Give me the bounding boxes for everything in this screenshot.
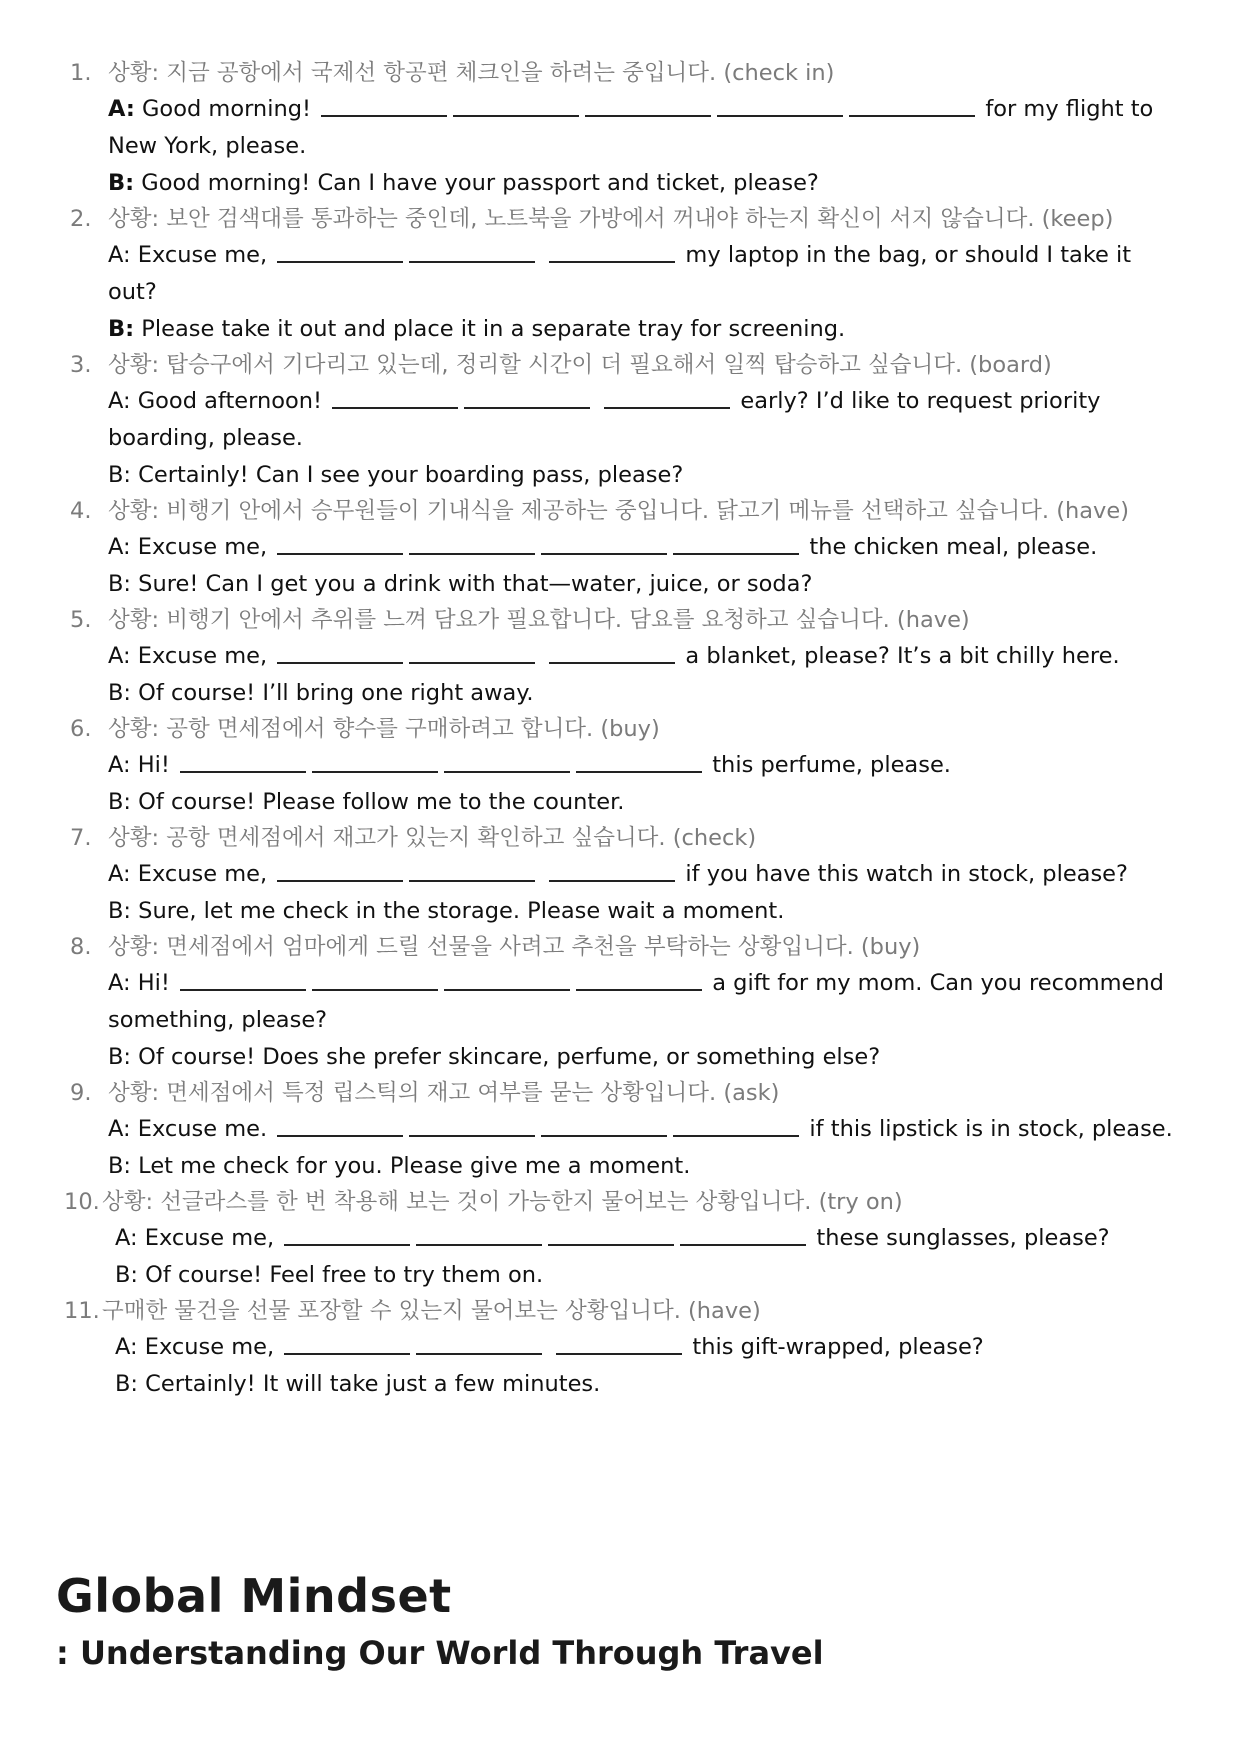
situation-text: 상황: 면세점에서 특정 립스틱의 재고 여부를 묻는 상황입니다. (ask) <box>108 1080 780 1106</box>
situation-text: 상황: 면세점에서 엄마에게 드릴 선물을 사려고 추천을 부탁하는 상황입니다. (buy) <box>108 934 921 960</box>
speaker-b-line <box>0 1039 1241 1076</box>
speaker-b-label: B: <box>108 1044 132 1070</box>
speaker-b-label: B: <box>115 1371 139 1397</box>
item-number: 7. <box>70 825 92 851</box>
answer-blank[interactable] <box>416 1353 542 1355</box>
answer-blank[interactable] <box>680 1244 806 1246</box>
exercise-item <box>0 603 1241 712</box>
speaker-a-label: A: <box>108 752 131 778</box>
speaker-b-line <box>0 1366 1241 1403</box>
answer-blank[interactable] <box>549 880 675 882</box>
speaker-a-text-before: Excuse me, <box>130 534 275 560</box>
speaker-a-label: A: <box>108 643 131 669</box>
situation-text: 상황: 공항 면세점에서 재고가 있는지 확인하고 싶습니다. (check) <box>108 825 757 851</box>
speaker-a-text-after: a gift for my mom. Can you recommend something, please? <box>108 970 1164 1033</box>
situation-text: 상황: 탑승구에서 기다리고 있는데, 정리할 시간이 더 필요해서 일찍 탑승하고 싶습니다. (board) <box>108 352 1052 378</box>
item-number: 5. <box>70 607 92 633</box>
speaker-b-label: B: <box>108 898 132 924</box>
speaker-a-label: A: <box>108 388 131 414</box>
answer-blank[interactable] <box>541 1135 667 1137</box>
speaker-b-label: B: <box>108 571 132 597</box>
answer-blank[interactable] <box>556 1353 682 1355</box>
answer-blank[interactable] <box>312 989 438 991</box>
answer-blank[interactable] <box>277 553 403 555</box>
item-number: 10. <box>64 1189 100 1215</box>
speaker-a-line <box>0 529 1241 566</box>
speaker-a-line <box>0 237 1241 311</box>
answer-blank[interactable] <box>849 115 975 117</box>
situation-text: 상황: 선글라스를 한 번 착용해 보는 것이 가능한지 물어보는 상황입니다. (try on) <box>102 1189 903 1215</box>
answer-blank[interactable] <box>444 771 570 773</box>
speaker-b-line <box>0 675 1241 712</box>
situation-text: 상황: 공항 면세점에서 향수를 구매하려고 합니다. (buy) <box>108 716 660 742</box>
speaker-b-text: Please take it out and place it in a separate tray for screening. <box>134 316 846 342</box>
exercise-item <box>0 1076 1241 1185</box>
speaker-a-label: A: <box>108 861 131 887</box>
speaker-b-label: B: <box>108 789 132 815</box>
answer-blank[interactable] <box>284 1244 410 1246</box>
exercise-item <box>0 821 1241 930</box>
speaker-b-label: B: <box>108 1153 132 1179</box>
speaker-a-text-before: Excuse me, <box>137 1334 282 1360</box>
speaker-a-text-before: Excuse me, <box>130 643 275 669</box>
speaker-a-text-after: my laptop in the bag, or should I take it out? <box>108 242 1132 305</box>
exercise-item <box>0 930 1241 1076</box>
answer-blank[interactable] <box>277 662 403 664</box>
speaker-a-text-after: early? I’d like to request priority boarding, please. <box>108 388 1101 451</box>
item-number: 11. <box>64 1298 100 1324</box>
situation-text: 상황: 지금 공항에서 국제선 항공편 체크인을 하려는 중입니다. (check in) <box>108 60 835 86</box>
speaker-a-line <box>0 965 1241 1039</box>
speaker-a-label: A: <box>115 1334 138 1360</box>
speaker-b-label: B: <box>108 170 135 196</box>
speaker-b-line <box>0 457 1241 494</box>
situation-text: 구매한 물건을 선물 포장할 수 있는지 물어보는 상황입니다. (have) <box>102 1298 761 1324</box>
item-number: 4. <box>70 498 92 524</box>
speaker-b-text: Of course! Feel free to try them on. <box>138 1262 544 1288</box>
answer-blank[interactable] <box>576 771 702 773</box>
speaker-a-text-before: Hi! <box>130 970 178 996</box>
speaker-a-line <box>0 747 1241 784</box>
speaker-b-text: Let me check for you. Please give me a moment. <box>131 1153 691 1179</box>
answer-blank[interactable] <box>673 553 799 555</box>
situation-line <box>0 494 1241 529</box>
exercise-item <box>0 494 1241 603</box>
exercise-item <box>0 56 1241 202</box>
speaker-a-label: A: <box>115 1225 138 1251</box>
speaker-a-label: A: <box>108 970 131 996</box>
answer-blank[interactable] <box>576 989 702 991</box>
answer-blank[interactable] <box>409 553 535 555</box>
answer-blank[interactable] <box>409 1135 535 1137</box>
answer-blank[interactable] <box>409 880 535 882</box>
item-number: 3. <box>70 352 92 378</box>
answer-blank[interactable] <box>541 553 667 555</box>
item-number: 1. <box>70 60 92 86</box>
item-number: 9. <box>70 1080 92 1106</box>
speaker-a-line <box>0 91 1241 165</box>
speaker-a-text-before: Hi! <box>130 752 178 778</box>
speaker-a-text-after: this gift-wrapped, please? <box>685 1334 984 1360</box>
answer-blank[interactable] <box>312 771 438 773</box>
answer-blank[interactable] <box>416 1244 542 1246</box>
speaker-a-label: A: <box>108 1116 131 1142</box>
speaker-a-text-before: Excuse me, <box>130 242 275 268</box>
speaker-b-line <box>0 311 1241 348</box>
speaker-b-line <box>0 784 1241 821</box>
speaker-a-text-after: the chicken meal, please. <box>802 534 1098 560</box>
speaker-b-label: B: <box>108 680 132 706</box>
speaker-b-label: B: <box>108 316 135 342</box>
speaker-b-text: Sure, let me check in the storage. Please wait a moment. <box>131 898 785 924</box>
situation-line <box>0 1294 1241 1329</box>
answer-blank[interactable] <box>332 407 458 409</box>
speaker-b-label: B: <box>108 462 132 488</box>
speaker-a-label: A: <box>108 534 131 560</box>
exercise-item <box>0 712 1241 821</box>
speaker-a-text-after: this perfume, please. <box>705 752 951 778</box>
footer-title: Global Mindset <box>56 1569 452 1623</box>
situation-line <box>0 202 1241 237</box>
speaker-b-text: Sure! Can I get you a drink with that—water, juice, or soda? <box>131 571 813 597</box>
answer-blank[interactable] <box>277 1135 403 1137</box>
situation-line <box>0 821 1241 856</box>
exercise-item <box>0 202 1241 348</box>
speaker-a-text-before: Good afternoon! <box>130 388 330 414</box>
situation-line <box>0 1076 1241 1111</box>
answer-blank[interactable] <box>321 115 447 117</box>
item-number: 2. <box>70 206 92 232</box>
speaker-b-label: B: <box>115 1262 139 1288</box>
answer-blank[interactable] <box>717 115 843 117</box>
item-number: 8. <box>70 934 92 960</box>
exercise-item <box>0 1294 1241 1403</box>
answer-blank[interactable] <box>409 261 535 263</box>
speaker-b-line <box>0 1148 1241 1185</box>
speaker-b-text: Certainly! It will take just a few minutes. <box>138 1371 601 1397</box>
answer-blank[interactable] <box>180 989 306 991</box>
speaker-a-line <box>0 1111 1241 1148</box>
speaker-b-line <box>0 893 1241 930</box>
answer-blank[interactable] <box>277 880 403 882</box>
speaker-a-text-before: Excuse me, <box>130 861 275 887</box>
answer-blank[interactable] <box>604 407 730 409</box>
speaker-a-text-after: if you have this watch in stock, please? <box>678 861 1128 887</box>
speaker-a-text-before: Good morning! <box>134 96 319 122</box>
exercise-item <box>0 1185 1241 1294</box>
speaker-a-text-after: for my flight to New York, please. <box>108 96 1154 159</box>
situation-line <box>0 930 1241 965</box>
speaker-b-text: Good morning! Can I have your passport and ticket, please? <box>134 170 819 196</box>
item-number: 6. <box>70 716 92 742</box>
speaker-a-line <box>0 1220 1241 1257</box>
speaker-a-text-after: a blanket, please? It’s a bit chilly here. <box>678 643 1120 669</box>
exercise-item <box>0 348 1241 494</box>
situation-line <box>0 603 1241 638</box>
answer-blank[interactable] <box>585 115 711 117</box>
speaker-a-label: A: <box>108 96 135 122</box>
answer-blank[interactable] <box>277 261 403 263</box>
answer-blank[interactable] <box>284 1353 410 1355</box>
speaker-b-line <box>0 165 1241 202</box>
answer-blank[interactable] <box>549 662 675 664</box>
answer-blank[interactable] <box>180 771 306 773</box>
speaker-a-label: A: <box>108 242 131 268</box>
exercise-list <box>0 56 1241 1403</box>
situation-line <box>0 712 1241 747</box>
speaker-a-text-after: if this lipstick is in stock, please. <box>802 1116 1173 1142</box>
situation-text: 상황: 비행기 안에서 추위를 느껴 담요가 필요합니다. 담요를 요청하고 싶습니다. (have) <box>108 607 970 633</box>
footer-heading <box>56 1566 824 1676</box>
speaker-a-text-before: Excuse me. <box>130 1116 275 1142</box>
speaker-b-text: Of course! Please follow me to the counter. <box>131 789 625 815</box>
answer-blank[interactable] <box>409 662 535 664</box>
speaker-b-line <box>0 566 1241 603</box>
footer-subtitle: : Understanding Our World Through Travel <box>56 1634 824 1672</box>
speaker-b-line <box>0 1257 1241 1294</box>
speaker-a-text-before: Excuse me, <box>137 1225 282 1251</box>
answer-blank[interactable] <box>548 1244 674 1246</box>
answer-blank[interactable] <box>549 261 675 263</box>
situation-text: 상황: 비행기 안에서 승무원들이 기내식을 제공하는 중입니다. 닭고기 메뉴를 선택하고 싶습니다. (have) <box>108 498 1129 524</box>
speaker-a-line <box>0 638 1241 675</box>
situation-line <box>0 56 1241 91</box>
speaker-b-text: Of course! I’ll bring one right away. <box>131 680 534 706</box>
answer-blank[interactable] <box>453 115 579 117</box>
answer-blank[interactable] <box>464 407 590 409</box>
speaker-a-text-after: these sunglasses, please? <box>809 1225 1110 1251</box>
situation-line <box>0 348 1241 383</box>
answer-blank[interactable] <box>673 1135 799 1137</box>
answer-blank[interactable] <box>444 989 570 991</box>
situation-text: 상황: 보안 검색대를 통과하는 중인데, 노트북을 가방에서 꺼내야 하는지 확신이 서지 않습니다. (keep) <box>108 206 1114 232</box>
speaker-b-text: Certainly! Can I see your boarding pass, please? <box>131 462 684 488</box>
speaker-b-text: Of course! Does she prefer skincare, perfume, or something else? <box>131 1044 881 1070</box>
speaker-a-line <box>0 856 1241 893</box>
speaker-a-line <box>0 1329 1241 1366</box>
situation-line <box>0 1185 1241 1220</box>
speaker-a-line <box>0 383 1241 457</box>
